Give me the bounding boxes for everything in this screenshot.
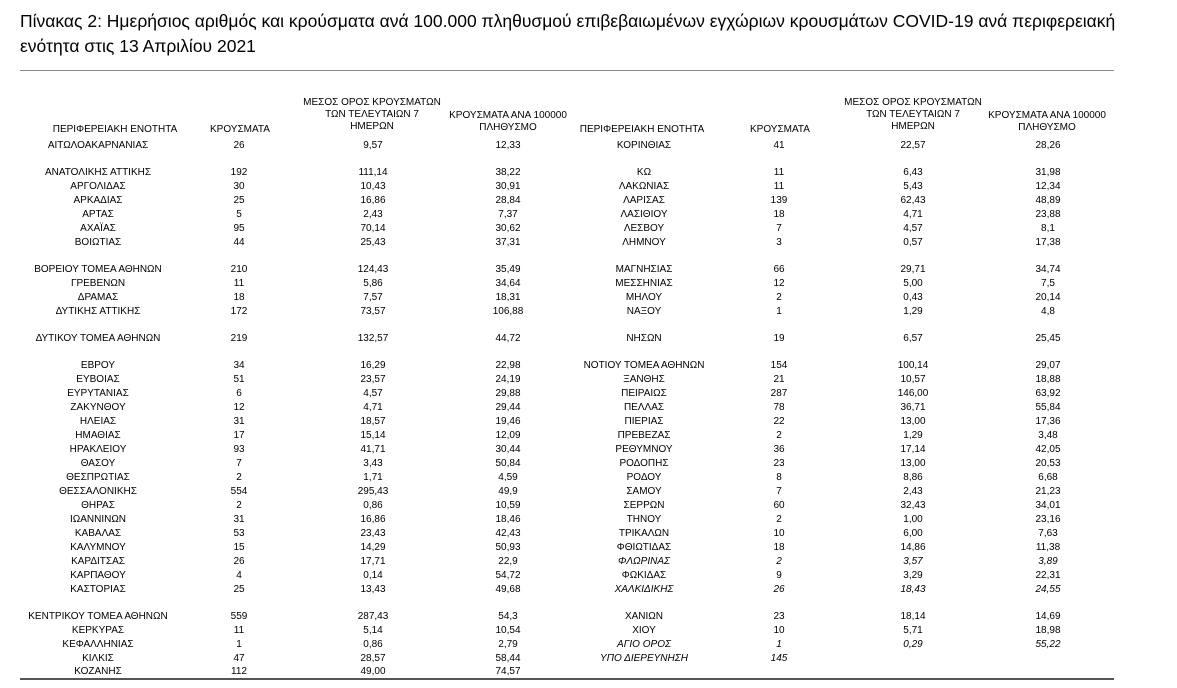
region-cell: ΛΑΡΙΣΑΣ bbox=[623, 195, 665, 206]
header-region-right bbox=[547, 124, 737, 136]
per100k-cell: 3,89 bbox=[1038, 556, 1058, 567]
per100k-cell: 29,88 bbox=[495, 388, 521, 399]
cases-cell: 7 bbox=[776, 223, 782, 234]
per100k-cell: 7,63 bbox=[1038, 528, 1058, 539]
cases-cell: 23 bbox=[773, 611, 785, 622]
cases-cell: 154 bbox=[770, 360, 788, 371]
region-cell: ΚΟΖΑΝΗΣ bbox=[74, 666, 122, 677]
per100k-cell: 14,69 bbox=[1035, 611, 1061, 622]
avg-cell: 2,43 bbox=[363, 209, 383, 220]
region-cell: ΧΙΟΥ bbox=[632, 625, 656, 636]
region-cell: ΚΑΡΔΙΤΣΑΣ bbox=[71, 556, 125, 567]
per100k-cell: 18,46 bbox=[495, 514, 521, 525]
region-cell: ΚΙΛΚΙΣ bbox=[82, 653, 114, 664]
region-cell: ΗΛΕΙΑΣ bbox=[79, 416, 117, 427]
region-cell: ΘΕΣΣΑΛΟΝΙΚΗΣ bbox=[59, 486, 137, 497]
per100k-cell: 24,55 bbox=[1035, 584, 1061, 595]
per100k-cell: 31,98 bbox=[1035, 167, 1061, 178]
header-avg-line3: ΗΜΕΡΩΝ bbox=[350, 121, 394, 132]
cases-cell: 7 bbox=[776, 486, 782, 497]
cases-cell: 26 bbox=[233, 140, 245, 151]
avg-cell: 23,57 bbox=[360, 374, 386, 385]
region-cell: ΜΑΓΝΗΣΙΑΣ bbox=[615, 264, 673, 275]
header-cases-right bbox=[740, 124, 820, 136]
per100k-cell: 34,64 bbox=[495, 278, 521, 289]
avg-cell: 13,00 bbox=[900, 416, 926, 427]
region-cell: ΔΡΑΜΑΣ bbox=[77, 292, 119, 303]
region-cell: ΔΥΤΙΚΟΥ ΤΟΜΕΑ ΑΘΗΝΩΝ bbox=[35, 333, 161, 344]
header-per100k-line2: ΠΛΗΘΥΣΜΟ bbox=[479, 122, 537, 133]
avg-cell: 41,71 bbox=[360, 444, 386, 455]
avg-cell: 5,00 bbox=[903, 278, 923, 289]
region-cell: ΝΗΣΩΝ bbox=[626, 333, 662, 344]
per100k-cell: 34,74 bbox=[1035, 264, 1061, 275]
header-avg-line1: ΜΕΣΟΣ ΟΡΟΣ ΚΡΟΥΣΜΑΤΩΝ bbox=[844, 97, 982, 108]
cases-cell: 2 bbox=[236, 472, 242, 483]
avg-cell: 0,29 bbox=[903, 639, 923, 650]
region-cell: ΤΡΙΚΑΛΩΝ bbox=[618, 528, 670, 539]
avg-cell: 9,57 bbox=[363, 140, 383, 151]
region-cell: ΠΙΕΡΙΑΣ bbox=[624, 416, 664, 427]
cases-cell: 22 bbox=[773, 416, 785, 427]
region-cell: ΕΒΡΟΥ bbox=[80, 360, 116, 371]
top-rule bbox=[20, 70, 1114, 71]
region-cell: ΒΟΡΕΙΟΥ ΤΟΜΕΑ ΑΘΗΝΩΝ bbox=[34, 264, 162, 275]
per100k-cell: 50,93 bbox=[495, 542, 521, 553]
cases-cell: 112 bbox=[231, 666, 247, 677]
region-cell: ΗΜΑΘΙΑΣ bbox=[75, 430, 121, 441]
avg-cell: 17,14 bbox=[900, 444, 926, 455]
per100k-cell: 24,19 bbox=[495, 374, 521, 385]
per100k-cell: 29,44 bbox=[495, 402, 521, 413]
avg-cell: 62,43 bbox=[900, 195, 926, 206]
per100k-cell: 74,57 bbox=[495, 666, 521, 677]
region-cell: ΧΑΛΚΙΔΙΚΗΣ bbox=[614, 584, 674, 595]
region-cell: ΛΑΚΩΝΙΑΣ bbox=[618, 181, 670, 192]
region-cell: ΝΟΤΙΟΥ ΤΟΜΕΑ ΑΘΗΝΩΝ bbox=[583, 360, 705, 371]
header-cases-left bbox=[200, 124, 280, 136]
avg-cell: 1,71 bbox=[363, 472, 383, 483]
region-cell: ΛΑΣΙΘΙΟΥ bbox=[620, 209, 668, 220]
region-cell: ΠΕΛΛΑΣ bbox=[623, 402, 665, 413]
region-cell: ΖΑΚΥΝΘΟΥ bbox=[70, 402, 126, 413]
per100k-cell: 30,91 bbox=[495, 181, 521, 192]
avg-cell: 6,00 bbox=[903, 528, 923, 539]
avg-cell: 18,43 bbox=[900, 584, 926, 595]
cases-cell: 31 bbox=[233, 514, 245, 525]
cases-cell: 5 bbox=[236, 209, 242, 220]
region-cell: ΠΕΙΡΑΙΩΣ bbox=[621, 388, 667, 399]
per100k-cell: 12,09 bbox=[495, 430, 521, 441]
region-cell: ΑΡΓΟΛΙΔΑΣ bbox=[70, 181, 126, 192]
region-cell: ΚΑΛΥΜΝΟΥ bbox=[70, 542, 126, 553]
region-cell: ΜΕΣΣΗΝΙΑΣ bbox=[615, 278, 673, 289]
cases-cell: 93 bbox=[233, 444, 245, 455]
per100k-cell: 20,14 bbox=[1035, 292, 1061, 303]
region-cell: ΚΟΡΙΝΘΙΑΣ bbox=[616, 140, 672, 151]
cases-cell: 2 bbox=[776, 292, 782, 303]
avg-cell: 3,29 bbox=[903, 570, 923, 581]
avg-cell: 0,14 bbox=[363, 570, 383, 581]
avg-cell: 15,14 bbox=[360, 430, 386, 441]
header-avg-line3: ΗΜΕΡΩΝ bbox=[891, 121, 935, 132]
header-per100k-line1: ΚΡΟΥΣΜΑΤΑ ΑΝΑ 100000 bbox=[988, 110, 1106, 121]
per100k-cell: 48,89 bbox=[1035, 195, 1061, 206]
avg-cell: 16,29 bbox=[360, 360, 386, 371]
header-region-left bbox=[20, 124, 210, 136]
avg-cell: 5,43 bbox=[903, 181, 923, 192]
per100k-cell: 6,68 bbox=[1038, 472, 1058, 483]
avg-cell: 1,00 bbox=[903, 514, 923, 525]
per100k-cell: 20,53 bbox=[1035, 458, 1061, 469]
cases-cell: 19 bbox=[773, 333, 785, 344]
cases-cell: 1 bbox=[776, 639, 782, 650]
cases-cell: 192 bbox=[230, 167, 248, 178]
avg-cell: 4,57 bbox=[903, 223, 923, 234]
avg-cell: 36,71 bbox=[900, 402, 926, 413]
per100k-cell: 12,33 bbox=[495, 140, 521, 151]
page-title: Πίνακας 2: Ημερήσιος αριθμός και κρούσματα ανά 100.000 πληθυσμού επιβεβαιωμένων εγχώριων κρουσμάτων COVID-19 ανά περιφερειακή ενότητα στις 13 Απριλίου 2021 bbox=[20, 11, 1116, 56]
avg-cell: 0,86 bbox=[363, 639, 383, 650]
header-avg-line1: ΜΕΣΟΣ ΟΡΟΣ ΚΡΟΥΣΜΑΤΩΝ bbox=[303, 97, 441, 108]
cases-cell: 10 bbox=[773, 625, 785, 636]
per100k-cell: 22,31 bbox=[1035, 570, 1061, 581]
avg-cell: 287,43 bbox=[357, 611, 389, 622]
per100k-cell: 106,88 bbox=[492, 306, 524, 317]
avg-cell: 1,29 bbox=[903, 430, 923, 441]
per100k-cell: 58,44 bbox=[495, 653, 521, 664]
avg-cell: 4,71 bbox=[363, 402, 383, 413]
cases-cell: 11 bbox=[233, 278, 245, 289]
avg-cell: 0,43 bbox=[903, 292, 923, 303]
per100k-cell: 49,9 bbox=[498, 486, 518, 497]
avg-cell: 16,86 bbox=[360, 514, 386, 525]
region-cell: ΑΧΑΪΑΣ bbox=[80, 223, 116, 234]
cases-cell: 78 bbox=[773, 402, 785, 413]
per100k-cell: 23,88 bbox=[1035, 209, 1061, 220]
avg-cell: 5,71 bbox=[903, 625, 923, 636]
cases-cell: 3 bbox=[776, 237, 782, 248]
region-cell: ΡΟΔΟΥ bbox=[626, 472, 662, 483]
cases-cell: 60 bbox=[773, 500, 785, 511]
region-cell: ΣΑΜΟΥ bbox=[626, 486, 662, 497]
per100k-cell: 49,68 bbox=[495, 584, 521, 595]
cases-cell: 11 bbox=[233, 625, 245, 636]
avg-cell: 23,43 bbox=[360, 528, 386, 539]
per100k-cell: 19,46 bbox=[495, 416, 521, 427]
avg-cell: 18,14 bbox=[900, 611, 926, 622]
avg-cell: 295,43 bbox=[357, 486, 389, 497]
avg-cell: 70,14 bbox=[360, 223, 386, 234]
per100k-cell: 54,72 bbox=[495, 570, 521, 581]
region-cell: ΙΩΑΝΝΙΝΩΝ bbox=[69, 514, 127, 525]
cases-cell: 51 bbox=[233, 374, 245, 385]
region-cell: ΑΡΤΑΣ bbox=[82, 209, 114, 220]
cases-cell: 36 bbox=[773, 444, 785, 455]
header-region-label: ΠΕΡΙΦΕΡΕΙΑΚΗ ΕΝΟΤΗΤΑ bbox=[52, 124, 178, 135]
avg-cell: 6,43 bbox=[903, 167, 923, 178]
cases-cell: 554 bbox=[230, 486, 248, 497]
per100k-cell: 34,01 bbox=[1035, 500, 1061, 511]
avg-cell: 146,00 bbox=[897, 388, 929, 399]
region-cell: ΓΡΕΒΕΝΩΝ bbox=[70, 278, 126, 289]
cases-cell: 172 bbox=[230, 306, 248, 317]
region-cell: ΛΗΜΝΟΥ bbox=[622, 237, 666, 248]
avg-cell: 2,43 bbox=[903, 486, 923, 497]
avg-cell: 0,86 bbox=[363, 500, 383, 511]
cases-cell: 23 bbox=[773, 458, 785, 469]
per100k-cell: 7,5 bbox=[1041, 278, 1055, 289]
avg-cell: 10,43 bbox=[360, 181, 386, 192]
cases-cell: 26 bbox=[773, 584, 785, 595]
cases-cell: 139 bbox=[770, 195, 788, 206]
cases-cell: 47 bbox=[233, 653, 245, 664]
per100k-cell: 3,48 bbox=[1038, 430, 1058, 441]
cases-cell: 18 bbox=[773, 209, 785, 220]
avg-cell: 3,57 bbox=[903, 556, 923, 567]
avg-cell: 13,00 bbox=[900, 458, 926, 469]
avg-cell: 10,57 bbox=[900, 374, 926, 385]
cases-cell: 219 bbox=[230, 333, 248, 344]
cases-cell: 21 bbox=[773, 374, 785, 385]
per100k-cell: 10,59 bbox=[495, 500, 521, 511]
header-region-label: ΠΕΡΙΦΕΡΕΙΑΚΗ ΕΝΟΤΗΤΑ bbox=[579, 124, 705, 135]
per100k-cell: 28,26 bbox=[1035, 140, 1061, 151]
avg-cell: 25,43 bbox=[360, 237, 386, 248]
header-cases-label: ΚΡΟΥΣΜΑΤΑ bbox=[210, 124, 270, 135]
avg-cell: 18,57 bbox=[360, 416, 386, 427]
cases-cell: 31 bbox=[233, 416, 245, 427]
avg-cell: 14,86 bbox=[900, 542, 926, 553]
cases-cell: 11 bbox=[773, 167, 785, 178]
per100k-cell: 11,38 bbox=[1035, 542, 1061, 553]
avg-cell: 111,14 bbox=[358, 167, 388, 178]
avg-cell: 28,57 bbox=[360, 653, 386, 664]
per100k-cell: 30,44 bbox=[495, 444, 521, 455]
cases-cell: 15 bbox=[233, 542, 245, 553]
header-per100k-right bbox=[967, 110, 1127, 134]
per100k-cell: 18,31 bbox=[495, 292, 521, 303]
per100k-cell: 63,92 bbox=[1035, 388, 1061, 399]
region-cell: ΔΥΤΙΚΗΣ ΑΤΤΙΚΗΣ bbox=[55, 306, 141, 317]
avg-cell: 8,86 bbox=[903, 472, 923, 483]
cases-cell: 2 bbox=[776, 514, 782, 525]
region-cell: ΒΟΙΩΤΙΑΣ bbox=[74, 237, 122, 248]
per100k-cell: 25,45 bbox=[1035, 333, 1061, 344]
per100k-cell: 28,84 bbox=[495, 195, 521, 206]
header-avg-line2: ΤΩΝ ΤΕΛΕΥΤΑΙΩΝ 7 bbox=[866, 109, 960, 120]
avg-cell: 17,71 bbox=[360, 556, 386, 567]
avg-cell: 4,71 bbox=[903, 209, 923, 220]
cases-cell: 53 bbox=[233, 528, 245, 539]
avg-cell: 14,29 bbox=[360, 542, 386, 553]
per100k-cell: 55,22 bbox=[1035, 639, 1061, 650]
region-cell: ΚΑΒΑΛΑΣ bbox=[74, 528, 122, 539]
cases-cell: 2 bbox=[776, 430, 782, 441]
region-cell: ΘΑΣΟΥ bbox=[80, 458, 116, 469]
cases-cell: 95 bbox=[233, 223, 245, 234]
cases-cell: 4 bbox=[236, 570, 242, 581]
per100k-cell: 37,31 bbox=[495, 237, 521, 248]
header-per100k-line2: ΠΛΗΘΥΣΜΟ bbox=[1018, 122, 1076, 133]
cases-cell: 11 bbox=[773, 181, 785, 192]
region-cell: ΛΕΣΒΟΥ bbox=[623, 223, 665, 234]
avg-cell: 6,57 bbox=[903, 333, 923, 344]
region-cell: ΗΡΑΚΛΕΙΟΥ bbox=[69, 444, 127, 455]
per100k-cell: 17,38 bbox=[1035, 237, 1061, 248]
region-cell: ΡΟΔΟΠΗΣ bbox=[619, 458, 669, 469]
avg-cell: 1,29 bbox=[903, 306, 923, 317]
region-cell: ΦΘΙΩΤΙΔΑΣ bbox=[616, 542, 672, 553]
cases-cell: 1 bbox=[236, 639, 242, 650]
cases-cell: 2 bbox=[236, 500, 242, 511]
region-cell: ΕΥΒΟΙΑΣ bbox=[76, 374, 120, 385]
per100k-cell: 10,54 bbox=[495, 625, 521, 636]
per100k-cell: 17,36 bbox=[1035, 416, 1061, 427]
cases-cell: 41 bbox=[773, 140, 785, 151]
header-avg-line2: ΤΩΝ ΤΕΛΕΥΤΑΙΩΝ 7 bbox=[325, 109, 419, 120]
cases-cell: 1 bbox=[776, 306, 782, 317]
per100k-cell: 54,3 bbox=[498, 611, 518, 622]
region-cell: ΑΙΤΩΛΟΑΚΑΡΝΑΝΙΑΣ bbox=[47, 140, 149, 151]
header-per100k-line1: ΚΡΟΥΣΜΑΤΑ ΑΝΑ 100000 bbox=[449, 110, 567, 121]
cases-cell: 287 bbox=[770, 388, 788, 399]
region-cell: ΜΗΛΟΥ bbox=[625, 292, 663, 303]
avg-cell: 4,57 bbox=[363, 388, 383, 399]
cases-cell: 18 bbox=[233, 292, 245, 303]
region-cell: ΦΛΩΡΙΝΑΣ bbox=[618, 556, 670, 567]
avg-cell: 0,57 bbox=[903, 237, 923, 248]
cases-cell: 145 bbox=[770, 653, 788, 664]
per100k-cell: 30,62 bbox=[495, 223, 521, 234]
per100k-cell: 12,34 bbox=[1035, 181, 1061, 192]
region-cell: ΞΑΝΘΗΣ bbox=[623, 374, 665, 385]
cases-cell: 7 bbox=[236, 458, 242, 469]
avg-cell: 29,71 bbox=[900, 264, 926, 275]
avg-cell: 32,43 bbox=[900, 500, 926, 511]
avg-cell: 13,43 bbox=[360, 584, 386, 595]
per100k-cell: 22,9 bbox=[498, 556, 518, 567]
region-cell: ΘΕΣΠΡΩΤΙΑΣ bbox=[66, 472, 130, 483]
cases-cell: 18 bbox=[773, 542, 785, 553]
cases-cell: 25 bbox=[233, 195, 245, 206]
per100k-cell: 4,59 bbox=[498, 472, 518, 483]
region-cell: ΚΕΡΚΥΡΑΣ bbox=[71, 625, 125, 636]
region-cell: ΚΕΦΑΛΛΗΝΙΑΣ bbox=[62, 639, 134, 650]
cases-cell: 10 bbox=[773, 528, 785, 539]
cases-cell: 34 bbox=[233, 360, 245, 371]
cases-cell: 44 bbox=[233, 237, 245, 248]
avg-cell: 73,57 bbox=[360, 306, 386, 317]
bottom-rule bbox=[20, 678, 1114, 680]
region-cell: ΚΩ bbox=[636, 167, 652, 178]
per100k-cell: 23,16 bbox=[1035, 514, 1061, 525]
per100k-cell: 4,8 bbox=[1041, 306, 1055, 317]
region-cell: ΑΝΑΤΟΛΙΚΗΣ ΑΤΤΙΚΗΣ bbox=[44, 167, 152, 178]
cases-cell: 25 bbox=[233, 584, 245, 595]
region-cell: ΣΕΡΡΩΝ bbox=[623, 500, 665, 511]
cases-cell: 6 bbox=[236, 388, 242, 399]
per100k-cell: 29,07 bbox=[1035, 360, 1061, 371]
cases-cell: 66 bbox=[773, 264, 785, 275]
avg-cell: 3,43 bbox=[363, 458, 383, 469]
per100k-cell: 8,1 bbox=[1041, 223, 1055, 234]
region-cell: ΤΗΝΟΥ bbox=[626, 514, 662, 525]
avg-cell: 16,86 bbox=[360, 195, 386, 206]
region-cell: ΑΓΙΟ ΟΡΟΣ bbox=[617, 639, 671, 650]
per100k-cell: 38,22 bbox=[495, 167, 521, 178]
per100k-cell: 42,05 bbox=[1035, 444, 1061, 455]
cases-cell: 12 bbox=[233, 402, 245, 413]
avg-cell: 124,43 bbox=[357, 264, 389, 275]
cases-cell: 30 bbox=[233, 181, 245, 192]
header-cases-label: ΚΡΟΥΣΜΑΤΑ bbox=[750, 124, 810, 135]
region-cell: ΧΑΝΙΩΝ bbox=[624, 611, 664, 622]
per100k-cell: 50,84 bbox=[495, 458, 521, 469]
region-cell: ΑΡΚΑΔΙΑΣ bbox=[73, 195, 123, 206]
region-cell: ΘΗΡΑΣ bbox=[81, 500, 115, 511]
per100k-cell: 22,98 bbox=[495, 360, 521, 371]
per100k-cell: 55,84 bbox=[1035, 402, 1061, 413]
avg-cell: 7,57 bbox=[363, 292, 383, 303]
avg-cell: 5,14 bbox=[363, 625, 383, 636]
cases-cell: 559 bbox=[230, 611, 248, 622]
per100k-cell: 42,43 bbox=[495, 528, 521, 539]
cases-cell: 12 bbox=[773, 278, 785, 289]
cases-cell: 9 bbox=[776, 570, 782, 581]
per100k-cell: 2,79 bbox=[498, 639, 518, 650]
cases-cell: 17 bbox=[233, 430, 245, 441]
per100k-cell: 44,72 bbox=[495, 333, 521, 344]
avg-cell: 132,57 bbox=[357, 333, 389, 344]
cases-cell: 2 bbox=[776, 556, 782, 567]
region-cell: ΥΠΟ ΔΙΕΡΕΥΝΗΣΗ bbox=[600, 653, 688, 664]
cases-cell: 26 bbox=[233, 556, 245, 567]
region-cell: ΦΩΚΙΔΑΣ bbox=[621, 570, 667, 581]
per100k-cell: 21,23 bbox=[1035, 486, 1061, 497]
per100k-cell: 35,49 bbox=[495, 264, 521, 275]
region-cell: ΚΑΡΠΑΘΟΥ bbox=[70, 570, 126, 581]
region-cell: ΠΡΕΒΕΖΑΣ bbox=[617, 430, 671, 441]
region-cell: ΕΥΡΥΤΑΝΙΑΣ bbox=[67, 388, 129, 399]
per100k-cell: 18,98 bbox=[1035, 625, 1061, 636]
region-cell: ΚΑΣΤΟΡΙΑΣ bbox=[70, 584, 126, 595]
per100k-cell: 18,88 bbox=[1035, 374, 1061, 385]
region-cell: ΝΑΞΟΥ bbox=[626, 306, 662, 317]
avg-cell: 22,57 bbox=[900, 140, 926, 151]
avg-cell: 5,86 bbox=[363, 278, 383, 289]
region-cell: ΡΕΘΥΜΝΟΥ bbox=[615, 444, 673, 455]
per100k-cell: 7,37 bbox=[498, 209, 518, 220]
avg-cell: 100,14 bbox=[897, 360, 929, 371]
avg-cell: 49,00 bbox=[360, 666, 386, 677]
cases-cell: 8 bbox=[776, 472, 782, 483]
cases-cell: 210 bbox=[230, 264, 248, 275]
region-cell: ΚΕΝΤΡΙΚΟΥ ΤΟΜΕΑ ΑΘΗΝΩΝ bbox=[28, 611, 168, 622]
